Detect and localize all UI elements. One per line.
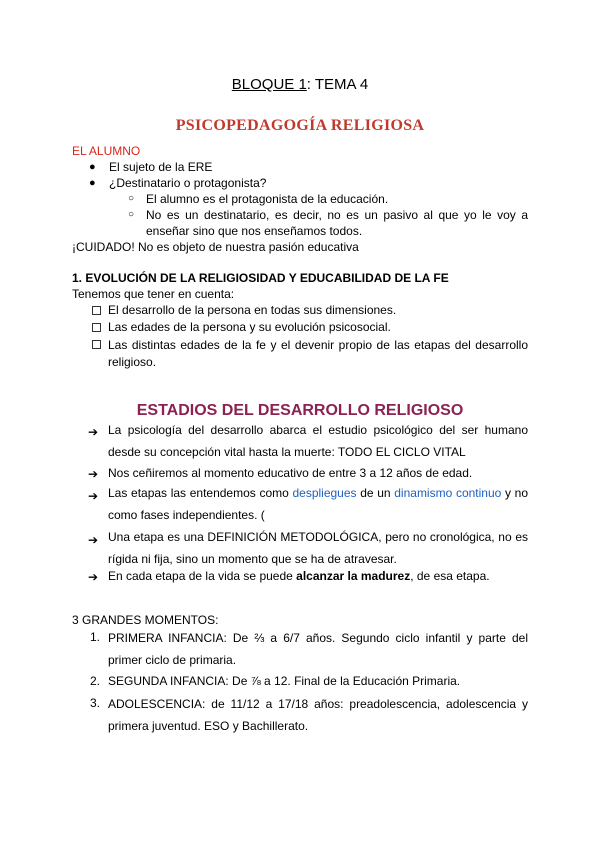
madurez-term: alcanzar la madurez [296, 569, 411, 583]
page-subtitle: PSICOPEDAGOGÍA RELIGIOSA [175, 117, 425, 134]
momento-item-1: PRIMERA INFANCIA: De ⅔ a 6/7 años. Segundo ciclo infantil y parte del primer ciclo de primaria. [108, 631, 528, 667]
momento-number: 3. [90, 696, 101, 710]
estadios-item-3-text: de un [356, 486, 395, 500]
bullet-icon: ● [89, 177, 96, 189]
momento-item-2: SEGUNDA INFANCIA: De ⅞ a 12. Final de la Educación Primaria. [108, 674, 461, 688]
evolucion-heading: 1. EVOLUCIÓN DE LA RELIGIOSIDAD Y EDUCABILIDAD DE LA FE [72, 271, 449, 285]
estadios-item-5-text: , de esa etapa. [410, 569, 490, 583]
estadios-item-5-text: En cada etapa de la vida se puede [108, 569, 297, 583]
arrow-icon: ➔ [88, 533, 99, 547]
arrow-icon: ➔ [88, 425, 99, 439]
alumno-heading: EL ALUMNO [72, 144, 141, 158]
estadios-item-3 [108, 482, 528, 526]
evolucion-check-1: El desarrollo de la persona en todas sus dimensiones. [108, 303, 397, 317]
estadios-item-4: Una etapa es una DEFINICIÓN METODOLÓGICA, pero no cronológica, no es rígida ni fija, sino un momento que se ha de atravesar. [108, 530, 528, 566]
alumno-sub-bullet-1: El alumno es el protagonista de la educación. [146, 192, 389, 206]
estadios-heading: ESTADIOS DEL DESARROLLO RELIGIOSO [136, 402, 464, 419]
circle-bullet-icon: ○ [128, 193, 135, 204]
checkbox-icon [92, 306, 101, 315]
dinamismo-term: dinamismo continuo [394, 486, 502, 500]
checkbox-icon [92, 340, 101, 349]
arrow-icon: ➔ [88, 467, 99, 481]
checkbox-icon [92, 323, 101, 332]
evolucion-intro: Tenemos que tener en cuenta: [72, 287, 235, 301]
estadios-item-1: La psicología del desarrollo abarca el estudio psicológico del ser humano desde su concepción vital hasta la muerte: TODO EL CICLO VITAL [108, 423, 528, 459]
estadios-item-2: Nos ceñiremos al momento educativo de entre 3 a 12 años de edad. [108, 466, 473, 480]
momento-number: 2. [90, 674, 101, 688]
alumno-bullet-2: ¿Destinatario o protagonista? [109, 176, 267, 190]
momento-item-3: ADOLESCENCIA: de 11/12 a 17/18 años: preadolescencia, adolescencia y primera juventud. ESO y Bachillerato. [108, 697, 528, 733]
estadios-item-3-text: Las etapas las entendemos como [108, 486, 293, 500]
despliegues-term: despliegues [292, 486, 357, 500]
momentos-heading: 3 GRANDES MOMENTOS: [72, 613, 219, 627]
evolucion-check-2: Las edades de la persona y su evolución psicosocial. [108, 320, 391, 334]
bullet-icon: ● [89, 161, 96, 173]
evolucion-check-3: Las distintas edades de la fe y el devenir propio de las etapas del desarrollo religioso. [108, 338, 528, 369]
title-underlined: BLOQUE 1 [231, 76, 307, 93]
circle-bullet-icon: ○ [128, 209, 135, 220]
momento-number: 1. [90, 630, 101, 644]
estadios-item-3-text: y no como fases independientes. ( [108, 486, 529, 522]
title-rest: : TEMA 4 [306, 76, 369, 93]
arrow-icon: ➔ [88, 570, 99, 584]
alumno-sub-bullet-2: No es un destinatario, es decir, no es un pasivo al que yo le voy a enseñar sino que nos enseñamos todos. [146, 208, 528, 238]
estadios-item-5 [108, 569, 490, 584]
page-title [0, 76, 600, 93]
alumno-warning: ¡CUIDADO! No es objeto de nuestra pasión educativa [72, 240, 359, 254]
arrow-icon: ➔ [88, 489, 99, 503]
alumno-bullet-1: El sujeto de la ERE [109, 160, 213, 174]
